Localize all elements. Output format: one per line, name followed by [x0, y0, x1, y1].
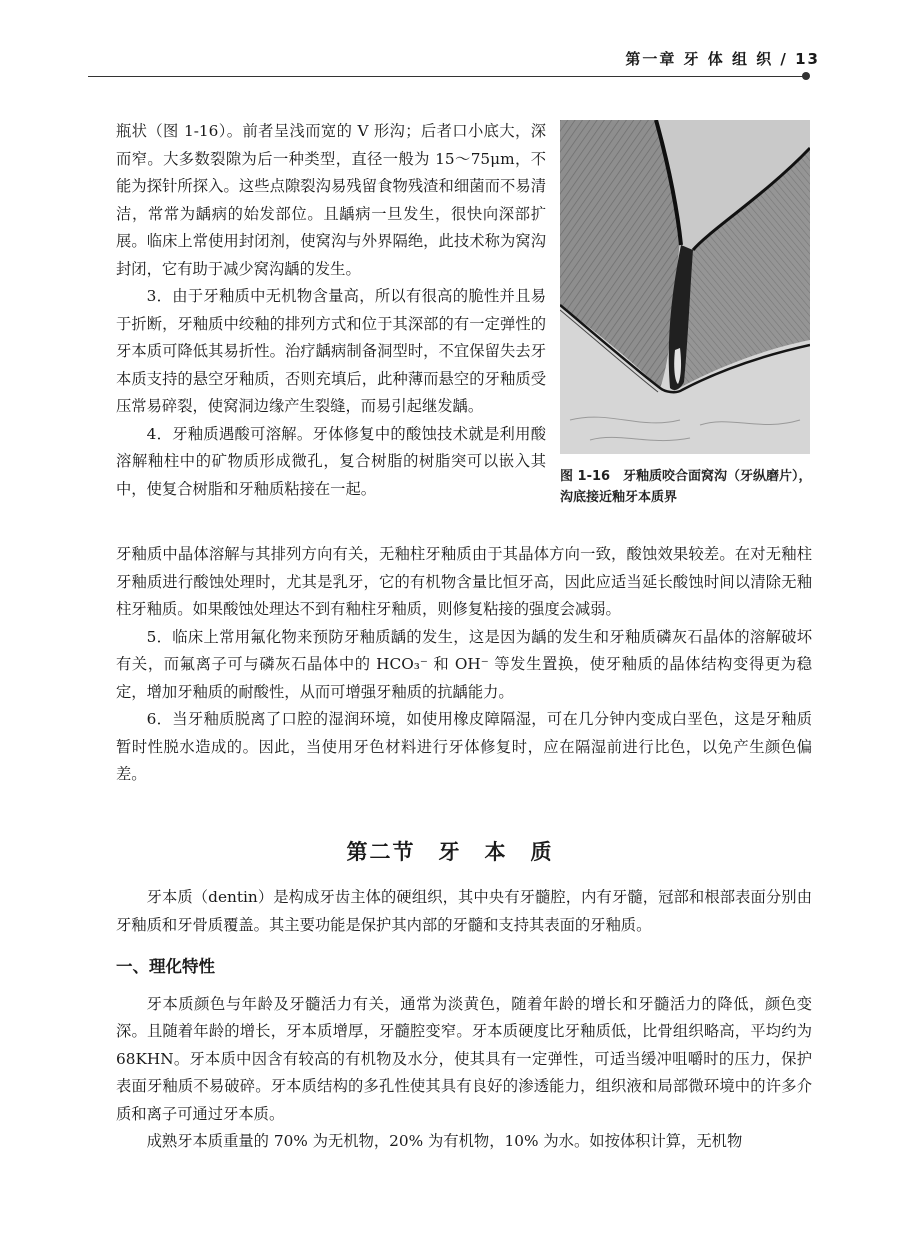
paragraph-dentin-composition: 成熟牙本质重量的 70% 为无机物，20% 为有机物，10% 为水。如按体积计算，无机物	[146, 1132, 743, 1150]
paragraph-point-4: 4．牙釉质遇酸可溶解。牙体修复中的酸蚀技术就是利用酸溶解釉柱中的矿物质形成微孔，复合树脂的树脂突可以嵌入其中，使复合树脂和牙釉质粘接在一起。	[116, 424, 546, 498]
section-title: 第二节 牙 本 质	[346, 840, 554, 864]
header-dot-ornament	[802, 72, 810, 80]
paragraph-dentin-intro: 牙本质（dentin）是构成牙齿主体的硬组织，其中央有牙髓腔，内有牙髓，冠部和根部表面分别由牙釉质和牙骨质覆盖。其主要功能是保护其内部的牙髓和支持其表面的牙釉质。	[116, 888, 812, 934]
paragraph-dentin-properties: 牙本质颜色与年龄及牙髓活力有关，通常为淡黄色，随着年龄的增长和牙髓活力的降低，颜色变深。且随着年龄的增长，牙本质增厚，牙髓腔变窄。牙本质硬度比牙釉质低，比骨组织略高，平均约为 68KHN。牙本质中因含有较高的有机物及水分，使其具有一定弹性，可适当缓冲咀嚼时的压力，保护表面牙釉质不易破碎。牙本质结构的多孔性使其具有良好的渗透能力，组织液和局部微环境中的许多介质和离子可通过牙本质。	[116, 994, 812, 1123]
running-header	[0, 44, 900, 78]
section-body	[116, 884, 812, 1156]
paragraph-point-3: 3．由于牙釉质中无机物含量高，所以有很高的脆性并且易于折断，牙釉质中绞釉的排列方式和位于其深部的有一定弹性的牙本质可降低其易折性。治疗龋病制备洞型时，不宜保留失去牙本质支持的悬空牙釉质，否则充填后，此种薄而悬空的牙釉质受压常易碎裂，使窝洞边缘产生裂缝，而易引起继发龋。	[116, 287, 546, 415]
paragraph-point-6: 6．当牙釉质脱离了口腔的湿润环境，如使用橡皮障隔湿，可在几分钟内变成白垩色，这是牙釉质暂时性脱水造成的。因此，当使用牙色材料进行牙体修复时，应在隔湿前进行比色，以免产生颜色偏差。	[116, 710, 812, 783]
paragraph-point-5: 5．临床上常用氟化物来预防牙釉质龋的发生，这是因为龋的发生和牙釉质磷灰石晶体的溶解破坏有关，而氟离子可与磷灰石晶体中的 HCO₃⁻ 和 OH⁻ 等发生置换，使牙釉质的晶体结构变得更为稳定，增加牙釉质的耐酸性，从而可增强牙釉质的抗龋能力。	[116, 627, 812, 701]
running-head-text: 第一章 牙 体 组 织 / 13	[625, 50, 820, 68]
subheading-properties: 一、理化特性	[116, 957, 215, 976]
figure-tooth-fissure-micrograph	[560, 120, 810, 454]
micrograph-illustration	[560, 120, 810, 454]
wrapped-text-block	[116, 118, 546, 503]
paragraph-fissure-shape: 瓶状（图 1-16）。前者呈浅而宽的 V 形沟；后者口小底大，深而窄。大多数裂隙为后一种类型，直径一般为 15～75μm，不能为探针所探入。这些点隙裂沟易残留食物残渣和细菌而不易清洁，常常为龋病的始发部位。且龋病一旦发生，很快向深部扩展。临床上常使用封闭剂，使窝沟与外界隔绝，此技术称为窝沟封闭，它有助于减少窝沟龋的发生。	[116, 122, 546, 278]
figure-caption: 图 1-16 牙釉质咬合面窝沟（牙纵磨片），沟底接近釉牙本质界	[560, 469, 812, 505]
paragraph-acid-etch-continued: 牙釉质中晶体溶解与其排列方向有关，无釉柱牙釉质由于其晶体方向一致，酸蚀效果较差。在对无釉柱牙釉质进行酸蚀处理时，尤其是乳牙，它的有机物含量比恒牙高，因此应适当延长酸蚀时间以清除无釉柱牙釉质。如果酸蚀处理达不到有釉柱牙釉质，则修复粘接的强度会减弱。	[116, 545, 812, 618]
header-rule	[88, 76, 804, 77]
full-width-text-block	[116, 541, 812, 789]
